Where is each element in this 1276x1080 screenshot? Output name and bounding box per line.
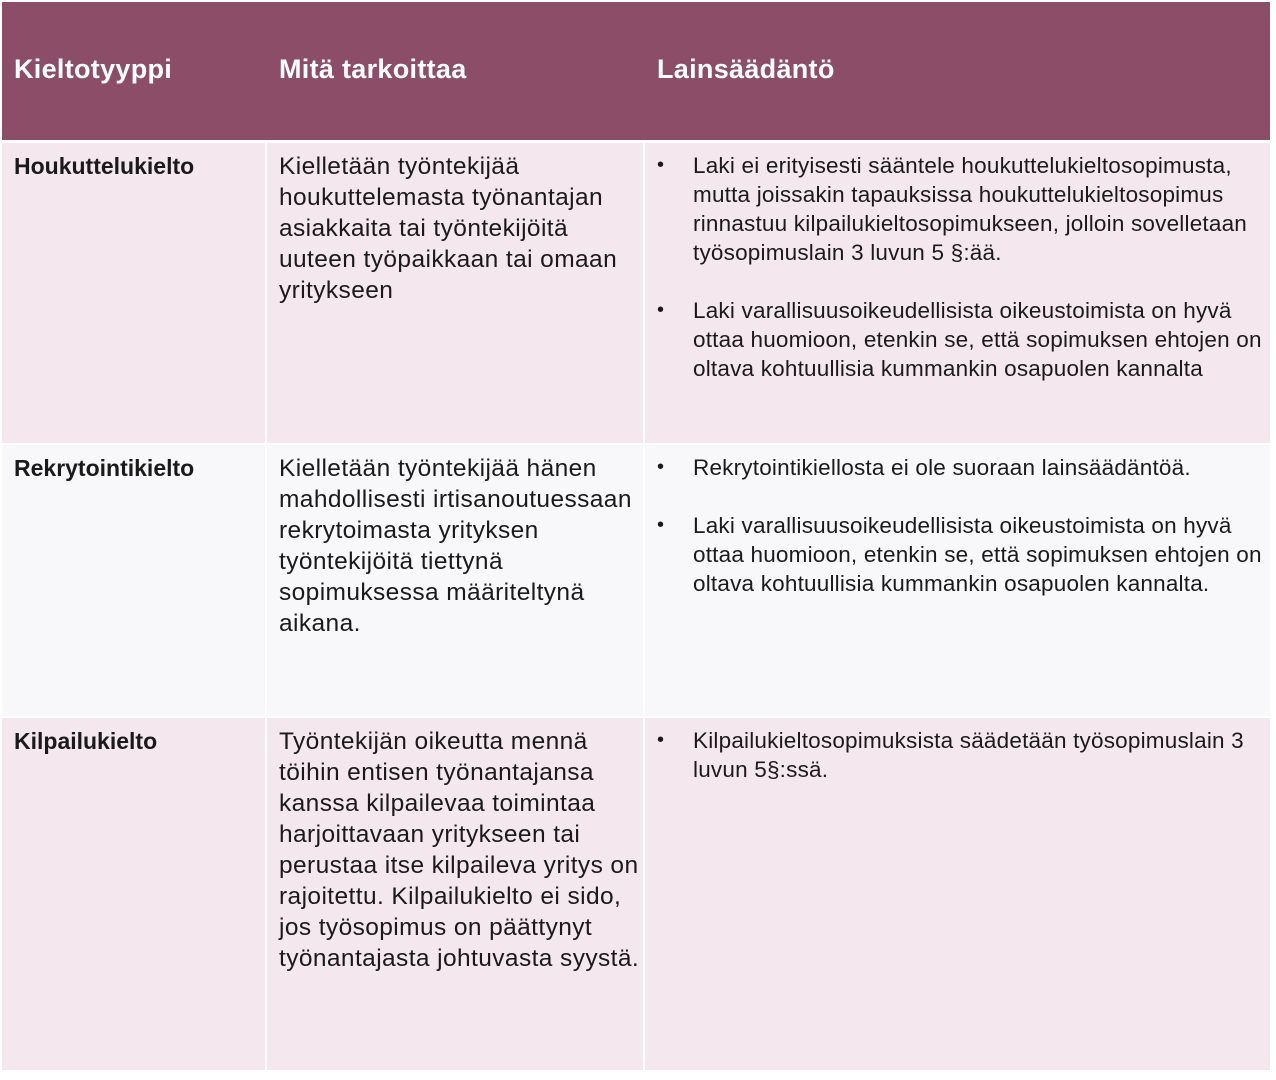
law-bullet-text: Kilpailukieltosopimuksista säädetään työsopimuslain 3 luvun 5§:ssä. — [693, 728, 1244, 782]
bullet-icon: • — [657, 154, 665, 176]
restriction-type-label: Kilpailukielto — [14, 728, 158, 754]
header-lainsaadanto: Lainsäädäntö — [657, 54, 835, 84]
restriction-type-label: Houkuttelukielto — [14, 153, 195, 179]
law-bullet-item — [657, 296, 1265, 383]
header-kieltotyyppi: Kieltotyyppi — [14, 54, 173, 84]
law-bullet-item — [657, 511, 1265, 598]
law-bullet-list — [657, 726, 1265, 813]
cell-meaning — [267, 445, 643, 716]
cell-law — [645, 143, 1270, 443]
restriction-meaning-text: Kielletään työntekijää houkuttelemasta työnantajan asiakkaita tai työntekijöitä uuteen työpaikkaan tai omaan yritykseen — [279, 153, 618, 304]
restriction-meaning-text: Kielletään työntekijää hänen mahdollisesti irtisanoutuessaan rekrytoimasta yrityksen työntekijöitä tiettynä sopimuksessa määriteltynä aikana. — [279, 455, 632, 637]
restriction-meaning-text: Työntekijän oikeutta mennä töihin entisen työnantajansa kanssa kilpailevaa toimintaa harjoittavaan yritykseen tai perustaa itse kilpaileva yritys on rajoitettu. Kilpailukielto ei sido, jos työsopimus on päättynyt työnantajasta johtuvasta syystä. — [279, 728, 640, 972]
table-row-kilpailukielto — [2, 718, 1270, 1070]
header-mita-tarkoittaa: Mitä tarkoittaa — [279, 54, 467, 84]
cell-law — [645, 445, 1270, 716]
cell-meaning — [267, 143, 643, 443]
cell-type — [2, 445, 265, 716]
law-bullet-text: Rekrytointikiellosta ei ole suoraan lainsäädäntöä. — [693, 455, 1191, 480]
table-row-rekrytointikielto — [2, 445, 1270, 716]
law-bullet-list — [657, 151, 1265, 412]
cell-type — [2, 718, 265, 1070]
restriction-type-label: Rekrytointikielto — [14, 455, 195, 481]
bullet-icon: • — [657, 729, 665, 751]
table-row-houkuttelukielto — [2, 143, 1270, 443]
cell-type — [2, 143, 265, 443]
bullet-icon: • — [657, 299, 665, 321]
law-bullet-item — [657, 453, 1265, 482]
law-bullet-list — [657, 453, 1265, 627]
bullet-icon: • — [657, 514, 665, 536]
bullet-icon: • — [657, 456, 665, 478]
table-header — [2, 2, 1270, 143]
law-bullet-item — [657, 151, 1265, 267]
law-bullet-text: Laki ei erityisesti sääntele houkuttelukieltosopimusta, mutta joissakin tapauksissa houkuttelukieltosopimus rinnastuu kilpailukieltosopimukseen, jolloin sovelletaan työsopimuslain 3 luvun 5 §:ää. — [693, 153, 1248, 265]
cell-meaning — [267, 718, 643, 1070]
cell-law — [645, 718, 1270, 1070]
law-bullet-item — [657, 726, 1265, 784]
law-bullet-text: Laki varallisuusoikeudellisista oikeustoimista on hyvä ottaa huomioon, etenkin se, että sopimuksen ehtojen on oltava kohtuullisia kummankin osapuolen kannalta. — [693, 513, 1262, 596]
law-bullet-text: Laki varallisuusoikeudellisista oikeustoimista on hyvä ottaa huomioon, etenkin se, että sopimuksen ehtojen on oltava kohtuullisia kummankin osapuolen kannalta — [693, 298, 1262, 381]
